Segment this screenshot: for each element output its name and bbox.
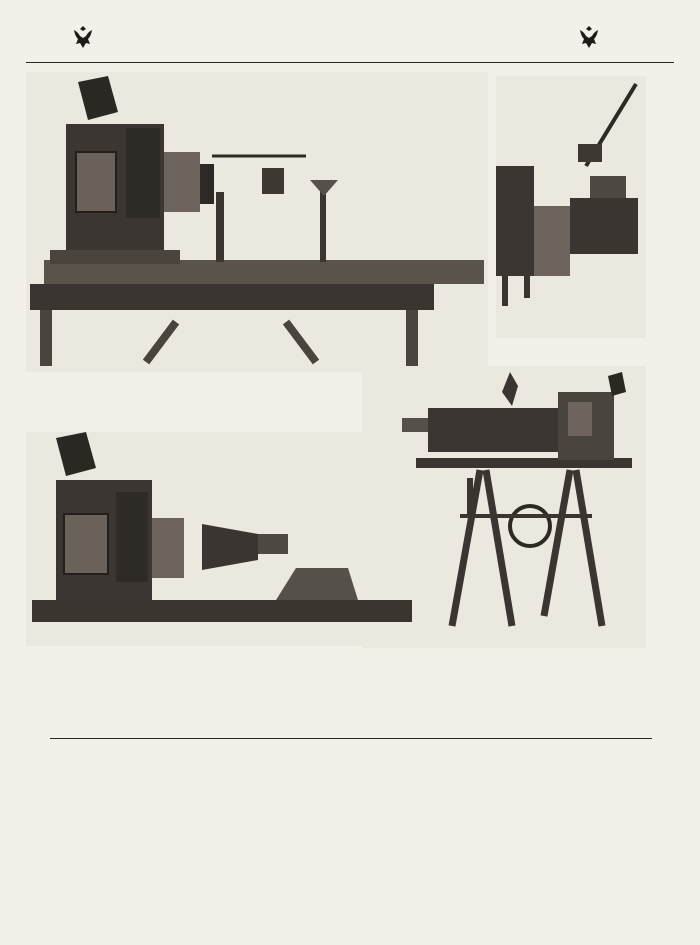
figure-4551-illustration — [26, 432, 416, 646]
figure-447-illustration — [496, 76, 646, 338]
header-rule — [26, 62, 674, 63]
section-separator — [50, 738, 652, 739]
imperial-eagle-right-icon — [576, 24, 602, 52]
figure-455-illustration — [26, 72, 488, 372]
imperial-eagle-left-icon — [70, 24, 96, 52]
